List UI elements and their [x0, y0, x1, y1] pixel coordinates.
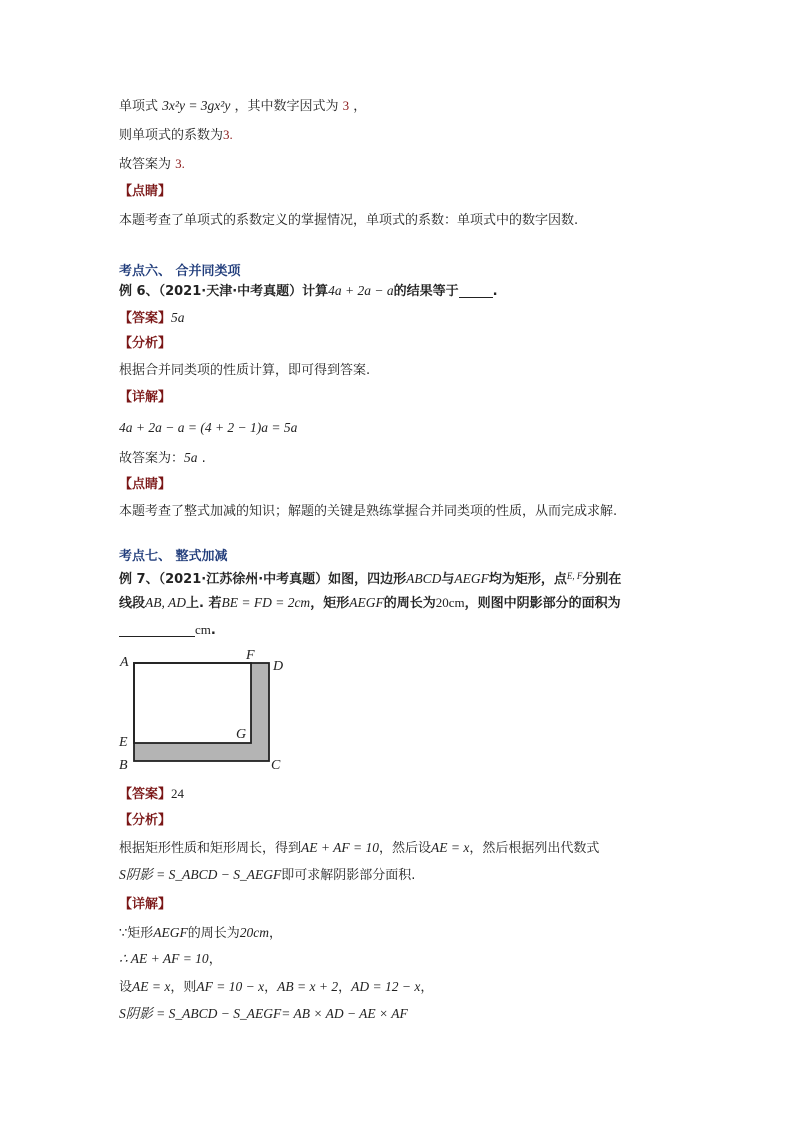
detail-7-step-2: ∴ AE + AF = 10， [119, 951, 222, 967]
example-6-question: 例 6、（2021·天津·中考真题）计算4a + 2a − a的结果等于 . [119, 283, 498, 299]
section-6-title: 考点六、 合并同类项 [119, 264, 241, 279]
detail-7-step-1: ∵矩形AEGF的周长为20cm， [119, 925, 283, 941]
monomial-expression: 3x²y = 3gx²y [162, 98, 231, 113]
answer-blank-7 [119, 636, 195, 637]
answer-blank-6 [459, 297, 493, 298]
rectangle-aegf [134, 663, 251, 743]
tag-detail-6: 【详解】 [119, 390, 172, 405]
example-7-line-3: cm. [119, 621, 216, 640]
para-coefficient-factor: 单项式 3x²y = 3gx²y ，其中数字因式为 3 ， [119, 98, 367, 114]
comment-6: 本题考查了整式加减的知识；解题的关键是熟练掌握合并同类项的性质，从而完成求解. [119, 504, 618, 519]
detail-7-step-3: 设AE = x，则AF = 10 − x，AB = x + 2，AD = 12 − x， [119, 979, 434, 995]
para-final-answer: 故答案为 3. [119, 156, 185, 172]
answer-6: 【答案】5a [119, 310, 185, 326]
tag-comment-6: 【点睛】 [119, 477, 172, 492]
para-coefficient-value: 则单项式的系数为3. [119, 127, 233, 143]
example-7-line-2: 线段AB, AD上. 若BE = FD = 2cm，矩形AEGF的周长为20cm，则图中阴影部分的面积为 [119, 595, 621, 611]
label-f: F [246, 648, 255, 663]
comment-1: 本题考查了单项式的系数定义的掌握情况，单项式的系数：单项式中的数字因数. [119, 213, 579, 228]
label-c: C [271, 758, 281, 773]
tag-comment-1: 【点睛】 [119, 184, 172, 199]
rectangle-figure [112, 644, 292, 774]
tag-analysis-6: 【分析】 [119, 336, 172, 351]
analysis-7-line-1: 根据矩形性质和矩形周长，得到AE + AF = 10，然后设AE = x，然后根据列出代数式 [119, 840, 600, 856]
label-a: A [120, 655, 129, 670]
detail-6-expression: 4a + 2a − a = (4 + 2 − 1)a = 5a [119, 420, 298, 435]
section-7-title: 考点七、 整式加减 [119, 549, 228, 564]
answer-7: 【答案】24 [119, 786, 185, 802]
final-answer-6: 故答案为：5a . [119, 450, 206, 466]
label-d: D [273, 659, 284, 674]
tag-detail-7: 【详解】 [119, 897, 172, 912]
label-e: E [119, 735, 128, 750]
label-b: B [119, 758, 128, 773]
analysis-7-line-2: S阴影 = S_ABCD − S_AEGF即可求解阴影部分面积. [119, 867, 416, 883]
detail-7-step-4: S阴影 = S_ABCD − S_AEGF= AB × AD − AE × AF [119, 1006, 408, 1021]
analysis-6: 根据合并同类项的性质计算，即可得到答案. [119, 363, 371, 378]
label-g: G [236, 727, 247, 742]
tag-analysis-7: 【分析】 [119, 813, 172, 828]
example-7-line-1: 例 7、（2021·江苏徐州·中考真题）如图，四边形ABCD与AEGF均为矩形，点$^{E, F}$分别在 [119, 571, 622, 587]
